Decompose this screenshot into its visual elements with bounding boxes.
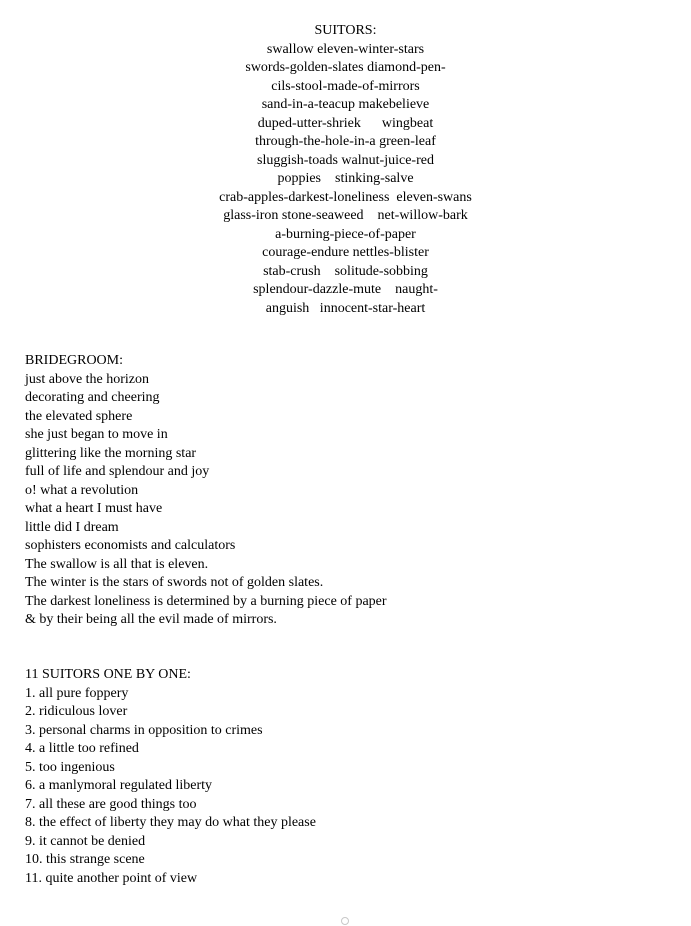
bridegroom-line: o! what a revolution <box>25 482 139 498</box>
suitors-line: through-the-hole-in-a green-leaf <box>255 134 436 149</box>
bridegroom-line: glittering like the morning star <box>25 445 197 461</box>
list-item: 9. it cannot be denied <box>25 833 146 849</box>
bridegroom-heading: BRIDEGROOM: <box>25 353 124 368</box>
list-item: 10. this strange scene <box>25 852 145 867</box>
suitors-line: swallow eleven-winter-stars <box>266 41 425 57</box>
suitors-line: cils-stool-made-of-mirrors <box>271 78 420 94</box>
suitors-line: duped-utter-shriek wingbeat <box>257 115 434 131</box>
list-item: 8. the effect of liberty they may do what they please <box>25 815 316 830</box>
suitors-line: sand-in-a-teacup makebelieve <box>261 97 430 112</box>
suitors-line: poppies stinking-salve <box>277 171 414 186</box>
suitors-line: sluggish-toads walnut-juice-red <box>257 152 434 168</box>
list-item: 6. a manlymoral regulated liberty <box>25 778 212 793</box>
bridegroom-line: The winter is the stars of swords not of golden slates. <box>25 575 324 590</box>
list-item: 4. a little too refined <box>25 741 139 756</box>
suitors-line: courage-endure nettles-blister <box>262 245 429 260</box>
bridegroom-line: full of life and splendour and joy <box>25 464 210 479</box>
suitors-heading: SUITORS: <box>314 23 377 38</box>
list-item: 7. all these are good things too <box>25 796 197 812</box>
list-item: 5. too ingenious <box>25 759 115 775</box>
list-item: 2. ridiculous lover <box>25 704 128 719</box>
list-item: 3. personal charms in opposition to crimes <box>25 722 263 738</box>
list-item: 1. all pure foppery <box>25 685 129 701</box>
suitors-line: stab-crush solitude-sobbing <box>263 263 428 279</box>
bridegroom-line: little did I dream <box>25 519 119 535</box>
bridegroom-line: The swallow is all that is eleven. <box>25 556 209 572</box>
bridegroom-line: sophisters economists and calculators <box>25 538 236 553</box>
suitors-line: crab-apples-darkest-loneliness eleven-swans <box>219 189 472 205</box>
suitors-one-by-one-heading: 11 SUITORS ONE BY ONE: <box>25 667 191 682</box>
page-mark-icon <box>341 917 349 925</box>
suitors-section <box>0 22 691 318</box>
bridegroom-line: just above the horizon <box>25 371 150 387</box>
suitors-line: swords-golden-slates diamond-pen- <box>245 60 446 75</box>
suitors-line: splendour-dazzle-mute naught- <box>253 282 438 297</box>
suitors-line: a-burning-piece-of-paper <box>275 226 416 242</box>
bridegroom-line: The darkest loneliness is determined by a burning piece of paper <box>25 593 387 609</box>
list-item: 11. quite another point of view <box>25 870 198 886</box>
bridegroom-line: what a heart I must have <box>25 501 163 516</box>
bridegroom-line: the elevated sphere <box>25 408 133 424</box>
suitors-one-by-one-section <box>25 666 316 888</box>
bridegroom-line: & by their being all the evil made of mirrors. <box>25 612 277 627</box>
bridegroom-section <box>25 352 387 630</box>
bridegroom-line: decorating and cheering <box>25 390 160 405</box>
suitors-line: anguish innocent-star-heart <box>265 300 426 316</box>
bridegroom-line: she just began to move in <box>25 427 168 442</box>
suitors-line: glass-iron stone-seaweed net-willow-bark <box>223 208 468 223</box>
